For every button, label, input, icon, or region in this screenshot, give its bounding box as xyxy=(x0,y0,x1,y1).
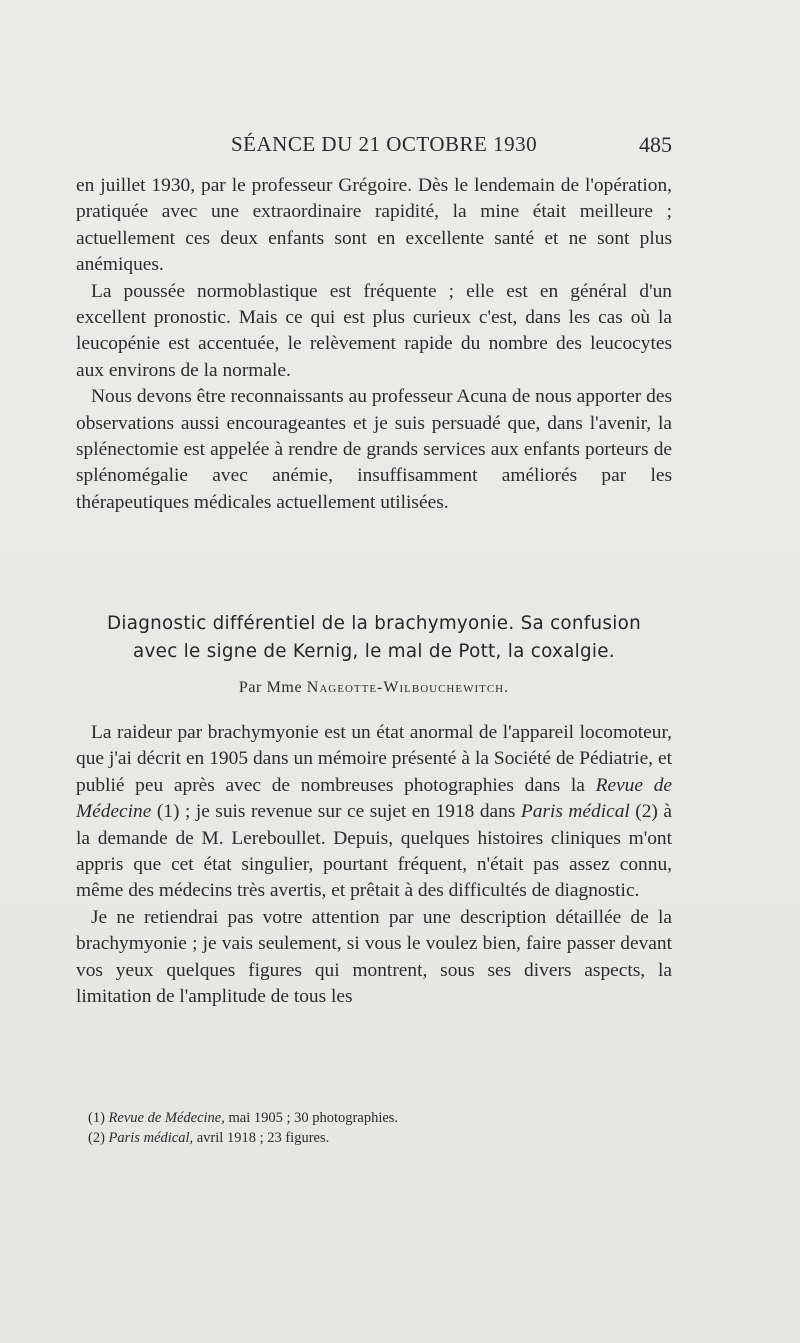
paragraph: Nous devons être reconnaissants au professeur Acuna de nous apporter des observations aussi encourageantes et je suis persuadé que, dans l'avenir, la splénectomie est appelée à rendre de grands services aux enfants porteurs de splénomégalie avec anémie, insuffisamment améliorés par les thérapeutiques médicales actuellement utilisées. xyxy=(76,386,672,513)
paragraph: Je ne retiendrai pas votre attention par une description détaillée de la brachymyonie ; je vais seulement, si vous le voulez bien, faire passer devant vos yeux quelques figures qui montrent, sous ses divers aspects, la limitation de l'amplitude de tous les xyxy=(76,906,672,1008)
section-title-line: avec le signe de Kernig, le mal de Pott, la coxalgie. xyxy=(133,641,615,662)
running-header xyxy=(76,132,672,162)
author-name: Nagеotte-Wilbouchewitch. xyxy=(306,679,510,696)
footnote-source: Revue de Médecine, xyxy=(108,1110,225,1126)
footnote-source: Paris médical, xyxy=(108,1130,194,1146)
body-text-bottom xyxy=(76,720,672,1010)
author-line xyxy=(76,679,672,697)
body-text-top xyxy=(76,173,672,516)
footnote-detail: mai 1905 ; 30 photographies. xyxy=(224,1110,399,1126)
section-title xyxy=(76,610,672,666)
journal-title: Paris médical xyxy=(520,801,630,823)
footnote-number: (1) xyxy=(88,1110,105,1126)
paragraph: La poussée normoblastique est fréquente ; elle est en général d'un excellent pronostic. Mais ce qui est plus curieux c'est, dans les cas où la leucopénie est accentuée, le relèvement rapide du nombre des leucocytes aux environs de la normale. xyxy=(76,280,672,381)
footnote-number: (2) xyxy=(88,1130,105,1146)
footnote xyxy=(88,1108,668,1128)
paragraph: La raideur par brachymyonie est un état anormal de l'appareil locomoteur, que j'ai décrit en 1905 dans un mémoire présenté à la Société de Pédiatrie, et publié peu après avec de nombreuses photographies dans la Revue de Médecine (1) ; je suis revenue sur ce sujet en 1918 dans Paris médical (2) à la demande de M. Lereboullet. Depuis, quelques histoires cliniques m'ont appris que cet état singulier, pourtant fréquent, n'était pas assez connu, même des médecins très avertis, et prêtait à des difficultés de diagnostic. xyxy=(76,722,672,902)
paragraph: en juillet 1930, par le professeur Grégoire. Dès le lendemain de l'opération, pratiquée avec une extraordinaire rapidité, la mine était meilleure ; actuellement ces deux enfants sont en excellente santé et ne sont plus anémiques. xyxy=(76,175,672,276)
footnotes xyxy=(88,1108,668,1148)
header-title: SÉANCE DU 21 OCTOBRE 1930 xyxy=(231,132,538,156)
journal-title: Revue de Médecine xyxy=(76,774,672,823)
section-title-line: Diagnostic différentiel de la brachymyonie. Sa confusion xyxy=(106,613,642,634)
page-number: 485 xyxy=(639,132,672,157)
author-prefix: Par Mme xyxy=(238,679,303,696)
footnote xyxy=(88,1128,668,1148)
footnote-detail: avril 1918 ; 23 figures. xyxy=(193,1130,330,1146)
